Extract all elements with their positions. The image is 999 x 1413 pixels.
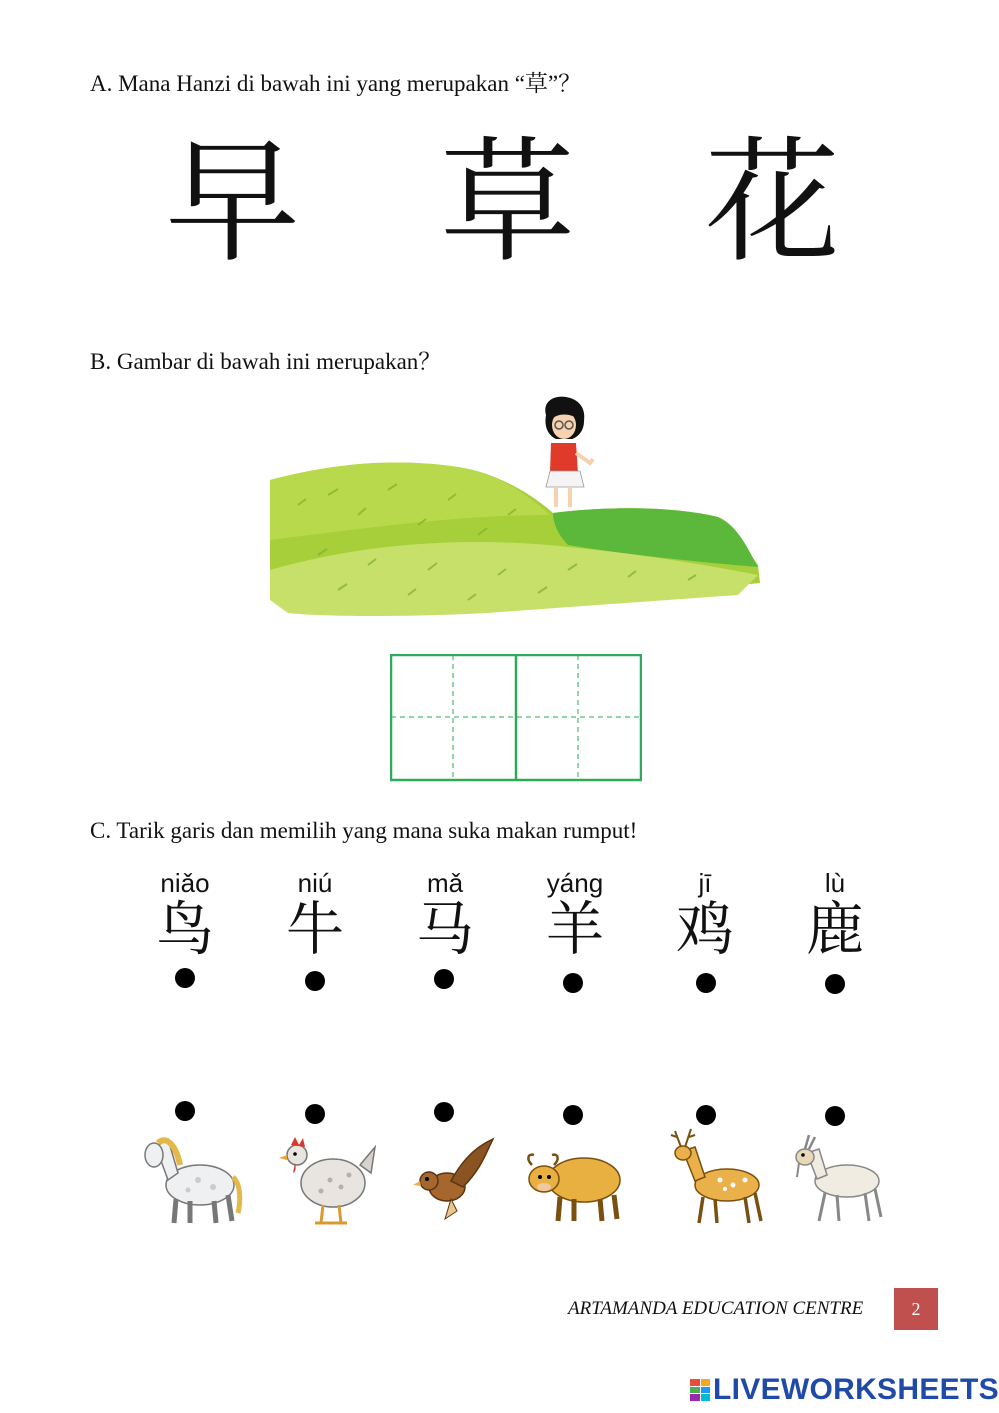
match-dot-bottom-1[interactable] bbox=[175, 1101, 195, 1121]
chicken-icon bbox=[275, 1125, 380, 1230]
match-dot-bottom-4[interactable] bbox=[563, 1105, 583, 1125]
match-dot-bottom-2[interactable] bbox=[305, 1104, 325, 1124]
match-dot-top-6[interactable] bbox=[825, 974, 845, 994]
pinyin-6: lù bbox=[824, 868, 846, 898]
match-dot-top-5[interactable] bbox=[696, 973, 716, 993]
match-dot-bottom-5[interactable] bbox=[696, 1105, 716, 1125]
hanzi-4: 羊 bbox=[545, 895, 604, 963]
goat-icon bbox=[785, 1125, 890, 1230]
writing-grid[interactable] bbox=[390, 654, 642, 782]
hanzi-3: 马 bbox=[415, 895, 474, 963]
bird-icon bbox=[405, 1125, 510, 1230]
deer-icon bbox=[665, 1125, 770, 1230]
hanzi-1: 鸟 bbox=[155, 895, 214, 963]
liveworksheets-logo-icon bbox=[690, 1379, 710, 1401]
match-dot-bottom-3[interactable] bbox=[434, 1102, 454, 1122]
brand-text: LIVEWORKSHEETS bbox=[713, 1373, 999, 1406]
pinyin-5: jī bbox=[698, 868, 712, 898]
choice-a-2[interactable]: 草 bbox=[440, 124, 575, 281]
hanzi-2: 牛 bbox=[285, 895, 344, 963]
liveworksheets-brand[interactable] bbox=[690, 1372, 999, 1408]
match-dot-bottom-6[interactable] bbox=[825, 1106, 845, 1126]
pinyin-4: yáng bbox=[546, 868, 604, 898]
match-dot-top-1[interactable] bbox=[175, 968, 195, 988]
match-dot-top-2[interactable] bbox=[305, 971, 325, 991]
page-number-badge: 2 bbox=[894, 1288, 938, 1330]
question-b: B. Gambar di bawah ini merupakan？ bbox=[90, 349, 442, 374]
choice-a-1[interactable]: 早 bbox=[165, 124, 300, 281]
hanzi-5: 鸡 bbox=[675, 895, 734, 963]
choice-a-3[interactable]: 花 bbox=[705, 124, 840, 281]
pinyin-3: mǎ bbox=[426, 868, 464, 898]
match-dot-top-3[interactable] bbox=[434, 969, 454, 989]
hanzi-6: 鹿 bbox=[805, 895, 864, 963]
pinyin-2: niú bbox=[297, 868, 333, 898]
question-c: C. Tarik garis dan memilih yang mana suka makan rumput! bbox=[90, 818, 638, 843]
grassland-girl-illustration bbox=[268, 395, 763, 620]
centre-name: ARTAMANDA EDUCATION CENTRE bbox=[568, 1298, 864, 1319]
question-a: A. Mana Hanzi di bawah ini yang merupakan “草”？ bbox=[90, 71, 582, 96]
horse-icon bbox=[138, 1125, 243, 1230]
pinyin-1: niǎo bbox=[160, 868, 210, 898]
cow-icon bbox=[522, 1125, 627, 1230]
match-dot-top-4[interactable] bbox=[563, 973, 583, 993]
